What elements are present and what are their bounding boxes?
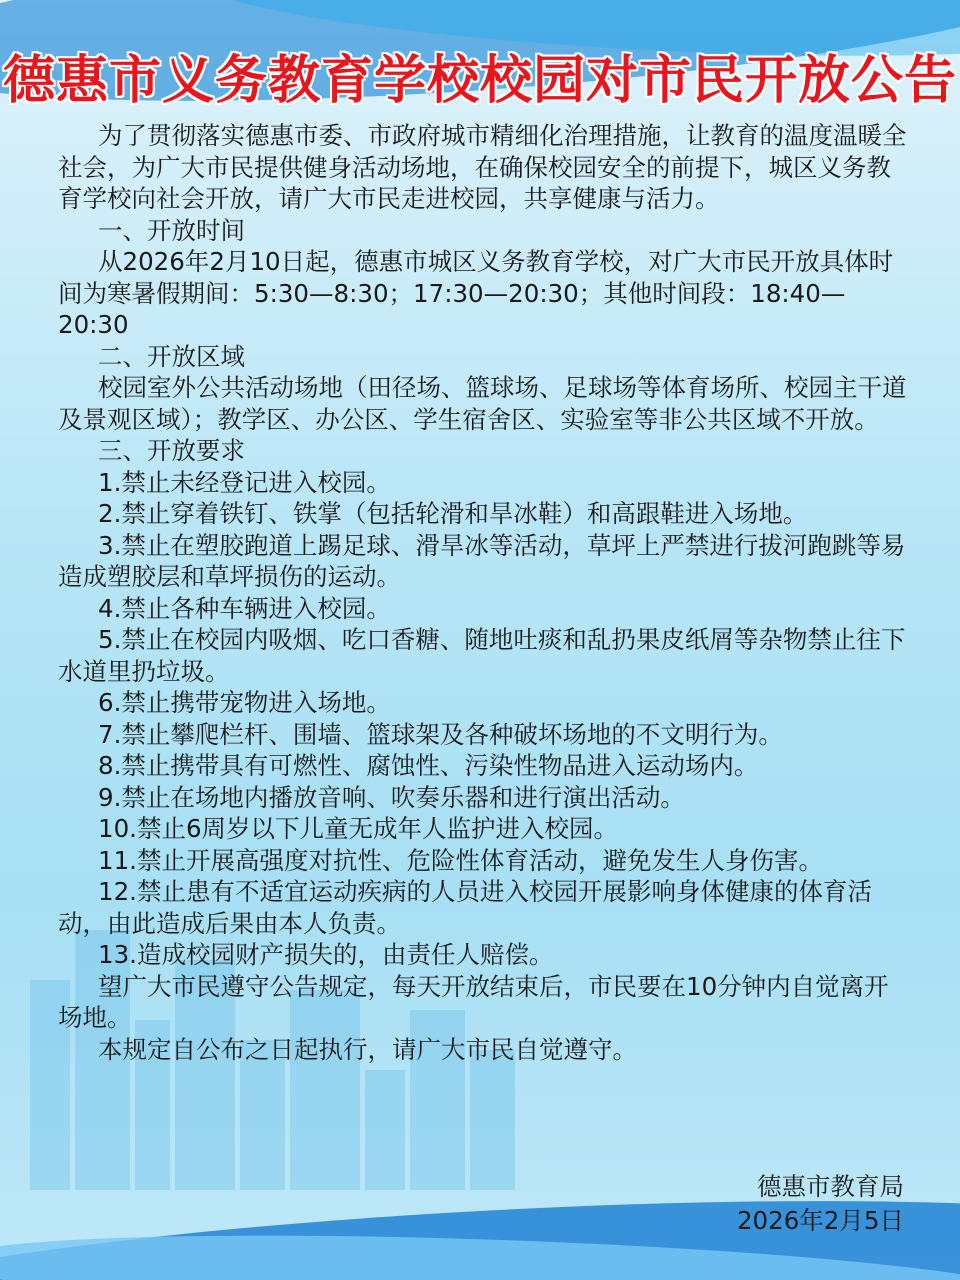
section-heading-time: 一、开放时间 bbox=[98, 215, 245, 245]
rule-item: 6.禁止携带宠物进入场地。 bbox=[98, 688, 391, 717]
section-paragraph-time: 从2026年2月10日起，德惠市城区义务教育学校，对广大市民开放具体时间为寒暑假期间：5:30—8:30；17:30—20:30；其他时间段：18:40—20:30 bbox=[58, 247, 894, 339]
closing-paragraph: 本规定自公布之日起执行，请广大市民自觉遵守。 bbox=[98, 1034, 637, 1064]
notice-title: 德惠市义务教育学校校园对市民开放公告 bbox=[2, 51, 957, 111]
notice-body bbox=[58, 120, 908, 1065]
rule-item: 5.禁止在校园内吸烟、吃口香糖、随地吐痰和乱扔果皮纸屑等杂物禁止往下水道里扔垃圾。 bbox=[58, 625, 906, 686]
intro-paragraph: 为了贯彻落实德惠市委、市政府城市精细化治理措施，让教育的温度温暖全社会，为广大市民提供健身活动场地，在确保校园安全的前提下，城区义务教育学校向社会开放，请广大市民走进校园，共享健康与活力。 bbox=[58, 121, 907, 213]
signature-block bbox=[737, 1170, 904, 1238]
issue-date: 2026年2月5日 bbox=[736, 1206, 904, 1235]
rule-item: 1.禁止未经登记进入校园。 bbox=[98, 467, 391, 497]
rule-item: 8.禁止携带具有可燃性、腐蚀性、污染性物品进入运动场内。 bbox=[98, 751, 759, 780]
rule-item: 2.禁止穿着铁钉、铁掌（包括轮滑和旱冰鞋）和高跟鞋进入场地。 bbox=[98, 499, 808, 528]
issuer-name: 德惠市教育局 bbox=[757, 1172, 904, 1201]
rule-item: 11.禁止开展高强度对抗性、危险性体育活动，避免发生人身伤害。 bbox=[98, 845, 823, 875]
rule-item: 4.禁止各种车辆进入校园。 bbox=[98, 593, 391, 623]
rule-item: 10.禁止6周岁以下儿童无成年人监护进入校园。 bbox=[98, 814, 619, 843]
section-heading-requirements: 三、开放要求 bbox=[98, 436, 245, 465]
section-heading-area: 二、开放区域 bbox=[98, 341, 245, 371]
rule-item: 9.禁止在场地内播放音响、吹奏乐器和进行演出活动。 bbox=[98, 782, 685, 812]
rule-item: 12.禁止患有不适宜运动疾病的人员进入校园开展影响身体健康的体育活动，由此造成后果由本人负责。 bbox=[58, 877, 872, 938]
rule-item: 3.禁止在塑胶跑道上踢足球、滑旱冰等活动，草坪上严禁进行拔河跑跳等易造成塑胶层和草坪损伤的运动。 bbox=[58, 530, 906, 591]
closing-paragraph: 望广大市民遵守公告规定，每天开放结束后，市民要在10分钟内自觉离开场地。 bbox=[58, 971, 889, 1032]
rule-item: 7.禁止攀爬栏杆、围墙、篮球架及各种破坏场地的不文明行为。 bbox=[98, 719, 783, 749]
rule-item: 13.造成校园财产损失的，由责任人赔偿。 bbox=[98, 940, 554, 969]
section-paragraph-area: 校园室外公共活动场地（田径场、篮球场、足球场等体育场所、校园主干道及景观区域）；教学区、办公区、学生宿舍区、实验室等非公共区域不开放。 bbox=[58, 373, 907, 434]
